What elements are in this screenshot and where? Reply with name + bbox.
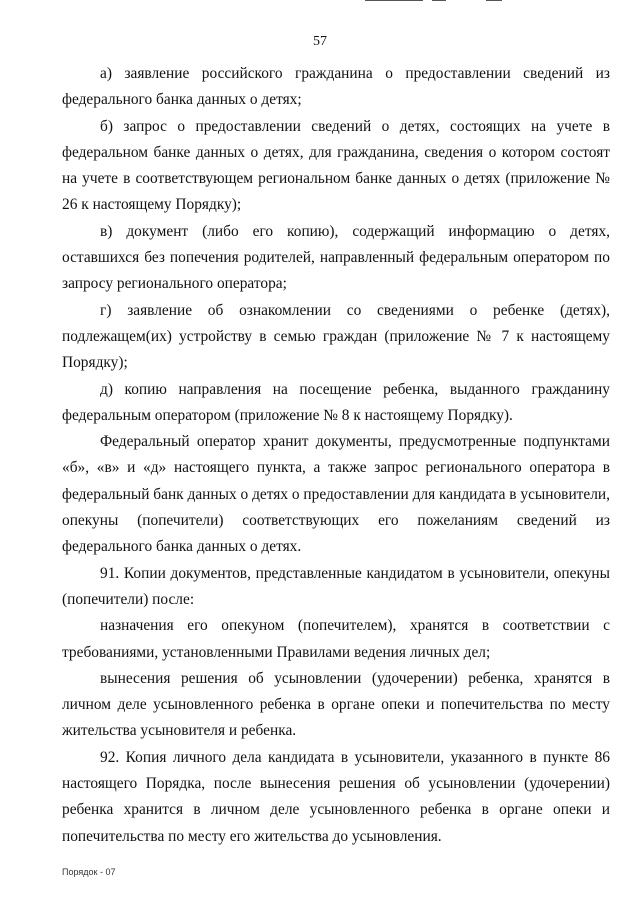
paragraph-item-g: г) заявление об ознакомлении со сведениями о ребенке (детях), подлежащем(их) устройству в семью граждан (приложение № 7 к настоящему Порядку); bbox=[62, 301, 610, 372]
paragraph-clause-92: 92. Копия личного дела кандидата в усыновители, указанного в пункте 86 настоящего Порядка, после вынесения решения об усыновлении (удочерении) ребенка хранится в личном деле усыновленного ребенка в органе опеки и попечительства по месту его жительства до усыновления. bbox=[62, 748, 610, 845]
paragraph-item-b: б) запрос о предоставлении сведений о детях, состоящих на учете в федеральном банке данных о детях, для гражданина, сведения о котором состоят на учете в соответствующем региональном банке данных о детях (приложение № 26 к настоящему Порядку); bbox=[62, 117, 610, 214]
scan-edge-mark bbox=[432, 0, 446, 1]
paragraph-clause-91: 91. Копии документов, представленные кандидатом в усыновители, опекуны (попечители) после: bbox=[62, 564, 610, 608]
paragraph-item-d: д) копию направления на посещение ребенка, выданного гражданину федеральным оператором (приложение № 8 к настоящему Порядку). bbox=[62, 380, 610, 424]
paragraph-federal-operator: Федеральный оператор хранит документы, предусмотренные подпунктами «б», «в» и «д» настоящего пункта, а также запрос регионального оператора в федеральный банк данных о детях о предоставлении для кандидата в усыновители, опекуны (попечители) соответствующих его пожеланиям сведений из федерального банка данных о детях. bbox=[62, 433, 611, 556]
paragraph-item-a: а) заявление российского гражданина о предоставлении сведений из федерального банка данных о детях; bbox=[62, 65, 610, 109]
scan-edge-mark bbox=[486, 0, 502, 1]
paragraph-adoption-decision: вынесения решения об усыновлении (удочерении) ребенка, хранятся в личном деле усыновленного ребенка в органе опеки и попечительства по месту жительства усыновителя и ребенка. bbox=[62, 669, 610, 740]
paragraph-guardian-appointment: назначения его опекуном (попечителем), хранятся в соответствии с требованиями, установленными Правилами ведения личных дел; bbox=[62, 617, 610, 661]
scan-edge-mark bbox=[365, 0, 423, 1]
page-number: 57 bbox=[313, 34, 327, 49]
document-body bbox=[62, 61, 610, 850]
footer-code: Порядок - 07 bbox=[62, 867, 116, 877]
paragraph-item-v: в) документ (либо его копию), содержащий информацию о детях, оставшихся без попечения родителей, направленный федеральным оператором по запросу регионального оператора; bbox=[62, 222, 610, 293]
